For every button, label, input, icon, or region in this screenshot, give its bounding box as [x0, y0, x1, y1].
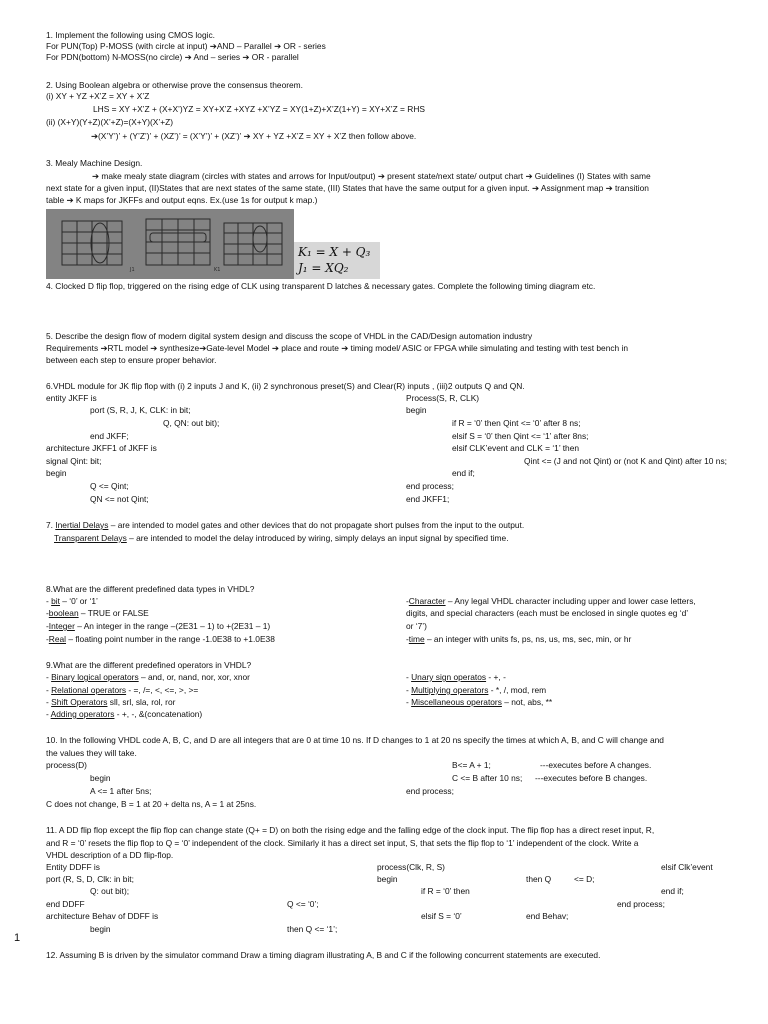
- q8-right-3: or ‘7’): [406, 621, 427, 631]
- q10-code-3: A <= 1 after 5ns;: [90, 786, 152, 796]
- q11-line-2: and R = ‘0’ resets the flip flop to Q = ‘0’ independent of the clock. Similarly it has a direct set input, S, that sets the flip flop to ‘1’ independent of the clock. Write a: [46, 838, 639, 848]
- term-transparent-delays: Transparent Delays: [54, 533, 127, 543]
- q6-right-5: elsif CLK’event and CLK = ‘1’ then: [452, 443, 580, 453]
- q6-left-5: architecture JKFF1 of JKFF is: [46, 443, 157, 453]
- svg-text:J1: J1: [130, 267, 135, 273]
- q10-answer: C does not change, B = 1 at 20 + delta ns, A = 1 at 25ns.: [46, 799, 257, 809]
- q8-title: 8.What are the different predefined data types in VHDL?: [46, 584, 255, 594]
- q10-comment-2: ---executes before B changes.: [535, 773, 648, 783]
- q3-line-1: ➔ make mealy state diagram (circles with states and arrows for Input/output) ➔ present state/next state/ output chart ➔ Guidelines (I) States with same: [92, 171, 651, 181]
- q11-code-a5: architecture Behav of DDFF is: [46, 911, 159, 921]
- q11-line-1: 11. A DD flip flop except the flip flop can change state (Q+ = D) on both the rising edge and the falling edge of the clock input. The flip flop has a direct reset input, R,: [46, 825, 655, 835]
- q6-right-4: elsif S = ‘0’ then Qint <= ‘1’ after 8ns;: [452, 431, 589, 441]
- q5-line-1: 5. Describe the design flow of modern digital system design and discuss the scope of VHDL in the CAD/Design automation industry: [46, 331, 533, 341]
- q3-line-3: table ➔ K maps for JKFFs and output eqns. Ex.(use 1s for output k map.): [46, 195, 318, 205]
- q8-left-4: -Real – floating point number in the range -1.0E38 to +1.0E38: [46, 634, 275, 644]
- q2-line-2: LHS = XY +X’Z + (X+X’)YZ = XY+X’Z +XYZ +X’YZ = XY(1+Z)+X’Z(1+Y) = XY+X’Z = RHS: [93, 104, 425, 114]
- q2-title: 2. Using Boolean algebra or otherwise prove the consensus theorem.: [46, 80, 303, 90]
- q8-right-4: -time – an integer with units fs, ps, ns, us, ms, sec, min, or hr: [406, 634, 632, 644]
- q6-right-1: Process(S, R, CLK): [406, 393, 480, 403]
- q11-code-e1: elsif Clk’event: [661, 862, 713, 872]
- q9-left-1: - Binary logical operators – and, or, nand, nor, xor, xnor: [46, 672, 250, 682]
- q10-code-1: process(D): [46, 760, 87, 770]
- q6-right-2: begin: [406, 405, 427, 415]
- q6-left-3: Q, QN: out bit);: [163, 418, 220, 428]
- q10-code-r2: C <= B after 10 ns;: [452, 773, 523, 783]
- q9-left-4: - Adding operators - +, -, &(concatenation): [46, 709, 203, 719]
- q2-line-4: ➔(X’Y’)’ + (Y’Z’)’ + (XZ’)’ = (X’Y’)’ + (XZ’)’ ➔ XY + YZ +X’Z = XY + X’Z then follow above.: [91, 131, 417, 141]
- q6-right-9: end JKFF1;: [406, 494, 450, 504]
- q8-left-2: -boolean – TRUE or FALSE: [46, 608, 149, 618]
- q10-comment-1: ---executes before A changes.: [540, 760, 652, 770]
- q11-code-d5: end Behav;: [526, 911, 569, 921]
- q10-line-1: 10. In the following VHDL code A, B, C, and D are all integers that are 0 at time 10 ns. If D changes to 1 at 20 ns specify the times at which A, B, and C will change and: [46, 735, 664, 745]
- q10-line-2: the values they will take.: [46, 748, 137, 758]
- q3-title: 3. Mealy Machine Design.: [46, 158, 143, 168]
- q11-code-d2b: <= D;: [574, 874, 595, 884]
- q4-title: 4. Clocked D flip flop, triggered on the rising edge of CLK using transparent D latches & necessary gates. Complete the following timing diagram etc.: [46, 281, 596, 291]
- q6-right-7: end if;: [452, 468, 475, 478]
- q2-line-3: (ii) (X+Y)(Y+Z)(X’+Z)=(X+Y)(X’+Z): [46, 117, 174, 127]
- q6-left-7: begin: [46, 468, 67, 478]
- equation-photo: [294, 242, 380, 279]
- q11-code-a4: end DDFF: [46, 899, 85, 909]
- q5-line-3: between each step to ensure proper behavior.: [46, 355, 217, 365]
- q11-code-a2: port (R, S, D, Clk: in bit;: [46, 874, 134, 884]
- q6-left-1: entity JKFF is: [46, 393, 97, 403]
- page-number: 1: [14, 932, 21, 944]
- q10-code-r1: B<= A + 1;: [452, 760, 491, 770]
- q6-right-8: end process;: [406, 481, 454, 491]
- q6-right-6: Qint <= (J and not Qint) or (not K and Qint) after 10 ns;: [524, 456, 727, 466]
- q11-code-c2: begin: [377, 874, 398, 884]
- term-inertial-delays: Inertial Delays: [55, 520, 109, 530]
- q8-right-1: -Character – Any legal VHDL character including upper and lower case letters,: [406, 596, 696, 606]
- q11-code-e3: end if;: [661, 886, 684, 896]
- q11-code-a3: Q: out bit);: [90, 886, 130, 896]
- q9-right-2: - Multiplying operators - *, /, mod, rem: [406, 685, 547, 695]
- q11-code-b6: then Q <= ‘1’;: [287, 924, 338, 934]
- q6-left-8: Q <= Qint;: [90, 481, 129, 491]
- q8-right-2: digits, and special characters (each must be enclosed in single quotes eg ‘d’: [406, 608, 689, 618]
- equation-j1: J₁ = XQ₂: [298, 261, 349, 275]
- q1-title: 1. Implement the following using CMOS logic.: [46, 30, 215, 40]
- q6-right-3: if R = ‘0’ then Qint <= ‘0’ after 8 ns;: [452, 418, 581, 428]
- q11-code-a1: Entity DDFF is: [46, 862, 100, 872]
- q8-left-1: - bit – ‘0’ or ‘1’: [46, 596, 98, 606]
- q11-code-a6: begin: [90, 924, 111, 934]
- q9-left-2: - Relational operators - =, /=, <, <=, >, >=: [46, 685, 199, 695]
- q10-code-r3: end process;: [406, 786, 454, 796]
- q9-left-3: - Shift Operators sll, srl, sla, rol, ror: [46, 697, 176, 707]
- q3-line-2: next state for a given input, (II)States that are next states of the same state, (III) States that have the same output for a given input. ➔ Assignment map ➔ transition: [46, 183, 649, 193]
- q9-right-3: - Miscellaneous operators – not, abs, **: [406, 697, 553, 707]
- q11-code-c1: process(Clk, R, S): [377, 862, 445, 872]
- q12-title: 12. Assuming B is driven by the simulator command Draw a timing diagram illustrating A, B and C if the following concurrent statements are executed.: [46, 950, 601, 960]
- q11-code-e4: end process;: [617, 899, 665, 909]
- q11-code-b4: Q <= ‘0’;: [287, 899, 319, 909]
- q11-code-d2: then Q: [526, 874, 552, 884]
- q11-code-c5: elsif S = ‘0’: [421, 911, 462, 921]
- q1-line-1: For PUN(Top) P-MOSS (with circle at input) ➔AND – Parallel ➔ OR - series: [46, 41, 326, 51]
- q2-line-1: (i) XY + YZ +X’Z = XY + X’Z: [46, 91, 150, 101]
- svg-text:K1: K1: [214, 267, 221, 273]
- q6-left-6: signal Qint: bit;: [46, 456, 102, 466]
- q6-left-9: QN <= not Qint;: [90, 494, 149, 504]
- q8-left-3: -Integer – An integer in the range –(2E31 – 1) to +(2E31 – 1): [46, 621, 271, 631]
- q6-title: 6.VHDL module for JK flip flop with (i) 2 inputs J and K, (ii) 2 synchronous preset(S) and Clear(R) inputs , (iii)2 outputs Q and QN.: [46, 381, 525, 391]
- q5-line-2: Requirements ➔RTL model ➔ synthesize➔Gate-level Model ➔ place and route ➔ timing model/ ASIC or FPGA while simulating and testing with test bench in: [46, 343, 629, 353]
- q7-inertial: 7. Inertial Delays – are intended to model gates and other devices that do not propagate short pulses from the input to the output.: [46, 520, 525, 530]
- kmap-photo: [46, 209, 294, 279]
- q9-title: 9.What are the different predefined operators in VHDL?: [46, 660, 252, 670]
- q11-line-3: VHDL description of a DD flip-flop.: [46, 850, 174, 860]
- q1-line-2: For PDN(bottom) N-MOSS(no circle) ➔ And – series ➔ OR - parallel: [46, 52, 299, 62]
- q11-code-c3: if R = ‘0’ then: [421, 886, 470, 896]
- equation-k1: K₁ = X + Q₃: [298, 245, 371, 259]
- q10-code-2: begin: [90, 773, 111, 783]
- q6-left-4: end JKFF;: [90, 431, 129, 441]
- q9-right-1: - Unary sign operatos - +, -: [406, 672, 506, 682]
- q7-transparent: Transparent Delays – are intended to model the delay introduced by wiring, simply delays an input signal by specified time.: [54, 533, 509, 543]
- q6-left-2: port (S, R, J, K, CLK: in bit;: [90, 405, 191, 415]
